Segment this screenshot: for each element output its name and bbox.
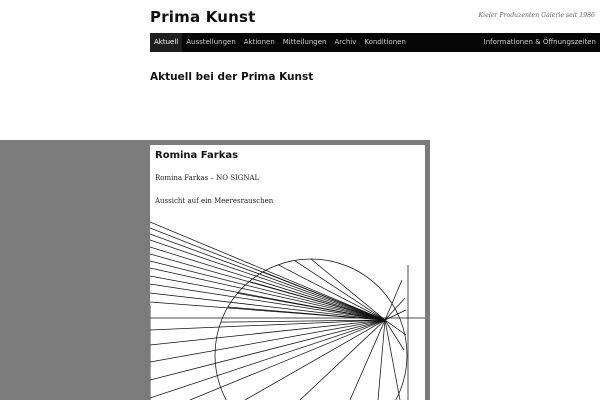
page-heading: Aktuell bei der Prima Kunst bbox=[150, 71, 314, 83]
nav-item-aktuell[interactable]: Aktuell bbox=[150, 33, 182, 52]
artwork-ray-right bbox=[385, 280, 402, 320]
artwork-ray-top bbox=[150, 268, 385, 320]
post-caption: Aussicht auf ein Meeresrauschen bbox=[155, 197, 274, 205]
artwork-ray-top bbox=[150, 222, 385, 320]
artwork-ray-bottom bbox=[378, 320, 385, 400]
post-card bbox=[150, 145, 425, 400]
artwork-ray-bottom bbox=[150, 320, 385, 380]
nav-item-informationen[interactable]: Informationen & Öffnungszeiten bbox=[483, 38, 596, 46]
post-subtitle: Romina Farkas – NO SIGNAL bbox=[155, 174, 260, 182]
nav-item-konditionen[interactable]: Konditionen bbox=[364, 38, 406, 46]
artwork-ray-bottom bbox=[150, 320, 385, 398]
nav-list bbox=[150, 33, 410, 52]
artwork-ray-right bbox=[385, 310, 406, 320]
nav-item-archiv[interactable]: Archiv bbox=[334, 38, 357, 46]
artwork-ray-top bbox=[150, 247, 385, 320]
artwork-ray-bottom bbox=[300, 320, 385, 400]
artwork-ray-top bbox=[150, 234, 385, 320]
post-title[interactable]: Romina Farkas bbox=[155, 150, 239, 161]
artwork-image[interactable] bbox=[150, 210, 425, 400]
site-tagline: Kieler Produzenten Galerie seit 1986 bbox=[478, 12, 595, 19]
artwork-ray-bottom bbox=[245, 320, 385, 400]
artwork-ray-bottom bbox=[190, 320, 385, 400]
nav-item-ausstellungen[interactable]: Ausstellungen bbox=[186, 38, 236, 46]
artwork-ray-right bbox=[385, 298, 405, 320]
nav-item-mitteilungen[interactable]: Mitteilungen bbox=[282, 38, 327, 46]
main-navigation bbox=[150, 33, 600, 52]
site-title[interactable]: Prima Kunst bbox=[150, 8, 256, 26]
artwork-ray-top bbox=[150, 240, 385, 320]
nav-item-aktionen[interactable]: Aktionen bbox=[243, 38, 275, 46]
